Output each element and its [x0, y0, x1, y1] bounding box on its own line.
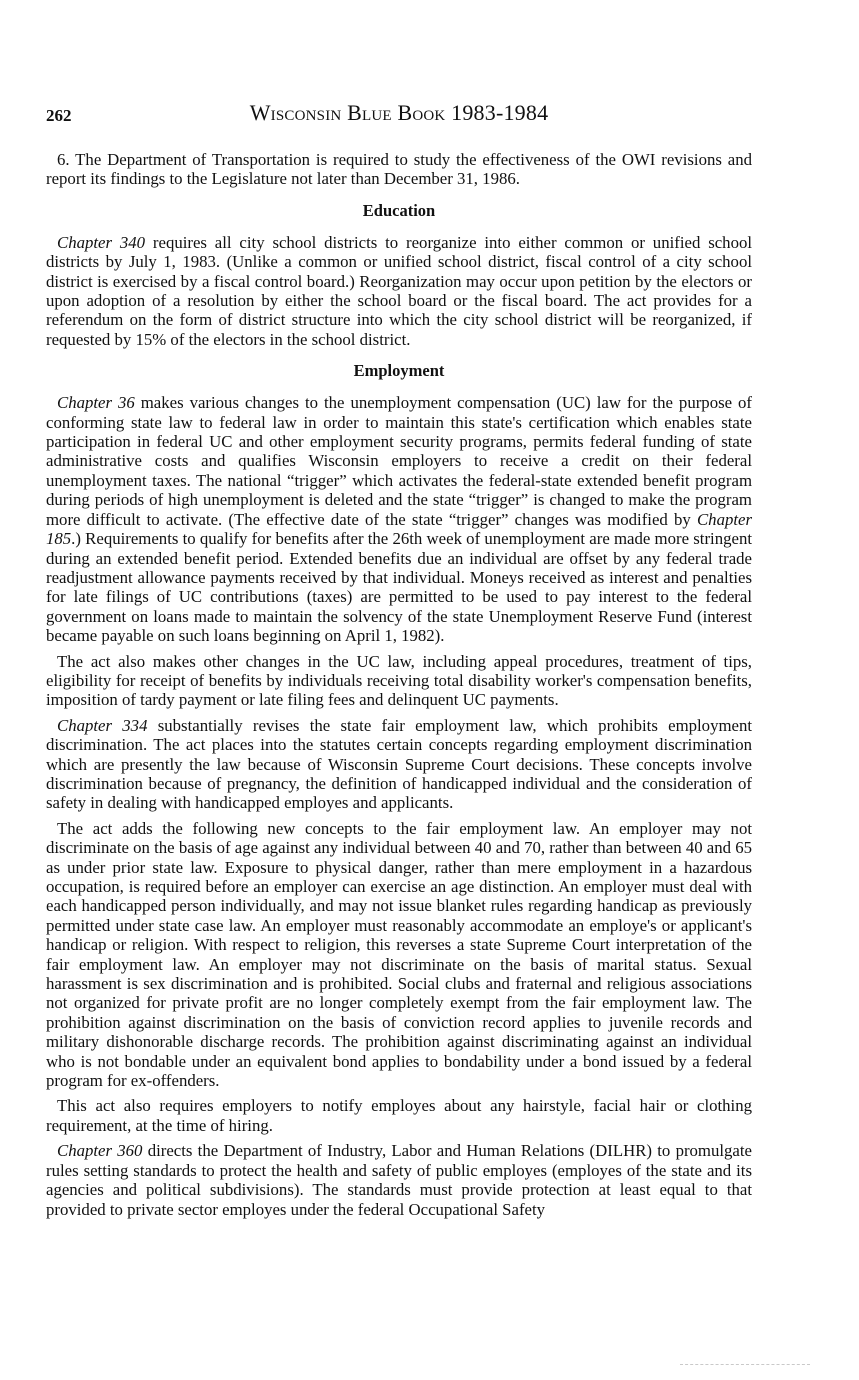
education-heading: Education: [362, 200, 436, 220]
employment-p3-text: substantially revises the state fair employment law, which prohibits employment discrimination. The act places into the statutes certain concepts regarding employment discrimination which are presently the law because of Wisconsin Supreme Court decisions. These concepts involve discrimination because of pregnancy, the definition of handicapped individual and the consideration of safety in dealing with handicapped employes and applicants.: [46, 715, 753, 813]
scan-artifact-line: [680, 1364, 810, 1365]
employment-paragraph-1: [46, 393, 752, 645]
employment-paragraph-4: The act adds the following new concepts to the fair employment law. An employer may not discriminate on the basis of age against any individual between 40 and 70, rather than between 40 and 65 as under prior state law. Exposure to physical danger, rather than mere employment in a hazardous occupation, is required before an employer can exercise an age distinction. An employer must deal with each handicapped person individually, and may not issue blanket rules regarding handicap as previously permitted under state case law. An employer must reasonably accommodate an employe's or applicant's handicap or religion. With respect to religion, this reverses a state Supreme Court interpretation of the fair employment law. An employer may not discriminate on the basis of marital status. Sexual harassment is sex discrimination and is prohibited. Social clubs and fraternal and religious associations not organized for private profit are no longer completely exempt from the fair employment law. The prohibition against discrimination on the basis of conviction record applies to juvenile records and military dishonorable discharge records. The prohibition against discriminating against an individual who is not bondable under an equivalent bond applies to bondability under a bond issued by a federal program for ex-offenders.: [46, 818, 753, 1091]
employment-paragraph-6: [46, 1141, 752, 1219]
page: [46, 100, 752, 1225]
education-paragraph: [46, 233, 752, 349]
chapter-36-ref: Chapter 36: [57, 393, 135, 413]
page-number: 262: [46, 106, 72, 125]
employment-paragraph-2: The act also makes other changes in the UC law, including appeal procedures, treatment of tips, eligibility for receipt of benefits by individuals receiving total disability worker's compensation benefits, imposition of tardy payment or late filing fees and delinquent UC payments.: [46, 651, 752, 710]
book-title: Wisconsin Blue Book 1983-1984: [249, 100, 549, 125]
education-text: requires all city school districts to reorganize into either common or unified school districts by July 1, 1983. (Unlike a common or unified school district, fiscal control of a city school district is exercised by a fiscal control board.) Reorganization may occur upon petition by the electors or upon adoption of a resolution by either the school board or the fiscal board. The act provides for a referendum on the form of district structure into which the city school district will be reorganized, if requested by 15% of the electors in the school district.: [46, 232, 753, 349]
intro-paragraph: 6. The Department of Transportation is required to study the effectiveness of the OWI revisions and report its findings to the Legislature not later than December 31, 1986.: [46, 150, 752, 189]
chapter-360-ref: Chapter 360: [57, 1141, 143, 1161]
running-head: [46, 100, 752, 130]
chapter-185-ref: Chapter 185: [46, 509, 752, 549]
chapter-340-ref: Chapter 340: [57, 232, 146, 252]
employment-p6-text: directs the Department of Industry, Labor and Human Relations (DILHR) to promulgate rules setting standards to protect the health and safety of public employes (employes of the state and its agencies and political subdivisions). The standards must provide protection at least equal to that provided to private sector employes under the federal Occupational Safety: [46, 1141, 752, 1219]
employment-p1-text-a: makes various changes to the unemployment compensation (UC) law for the purpose of conforming state law to federal law in order to maintain this state's certification which enables state participation in federal UC and other employment security programs, permits federal funding of state administrative costs and qualifies Wisconsin employers to receive a credit on their federal unemployment taxes. The national “trigger” which activates the federal-state extended benefit program during periods of high unemployment is deleted and the state “trigger” is changed to make the program more difficult to activate. (The effective date of the state “trigger” changes was modified by: [46, 393, 753, 529]
employment-paragraph-3: [46, 716, 752, 813]
employment-p1-text-b: .) Requirements to qualify for benefits after the 26th week of unemployment are made more stringent during an extended benefit period. Extended benefits due an individual are offset by any federal trade readjustment allowance payments received by that individual. Moneys received as interest and penalties for late filings of UC contributions (taxes) are permitted to be used to pay interest to the federal government on loans made to maintain the solvency of the state Unemployment Reserve Fund (interest became payable on such loans beginning on April 1, 1982).: [46, 529, 752, 646]
employment-heading: Employment: [353, 361, 445, 381]
employment-paragraph-5: This act also requires employers to notify employes about any hairstyle, facial hair or clothing requirement, at the time of hiring.: [46, 1096, 752, 1135]
chapter-334-ref: Chapter 334: [57, 715, 148, 735]
